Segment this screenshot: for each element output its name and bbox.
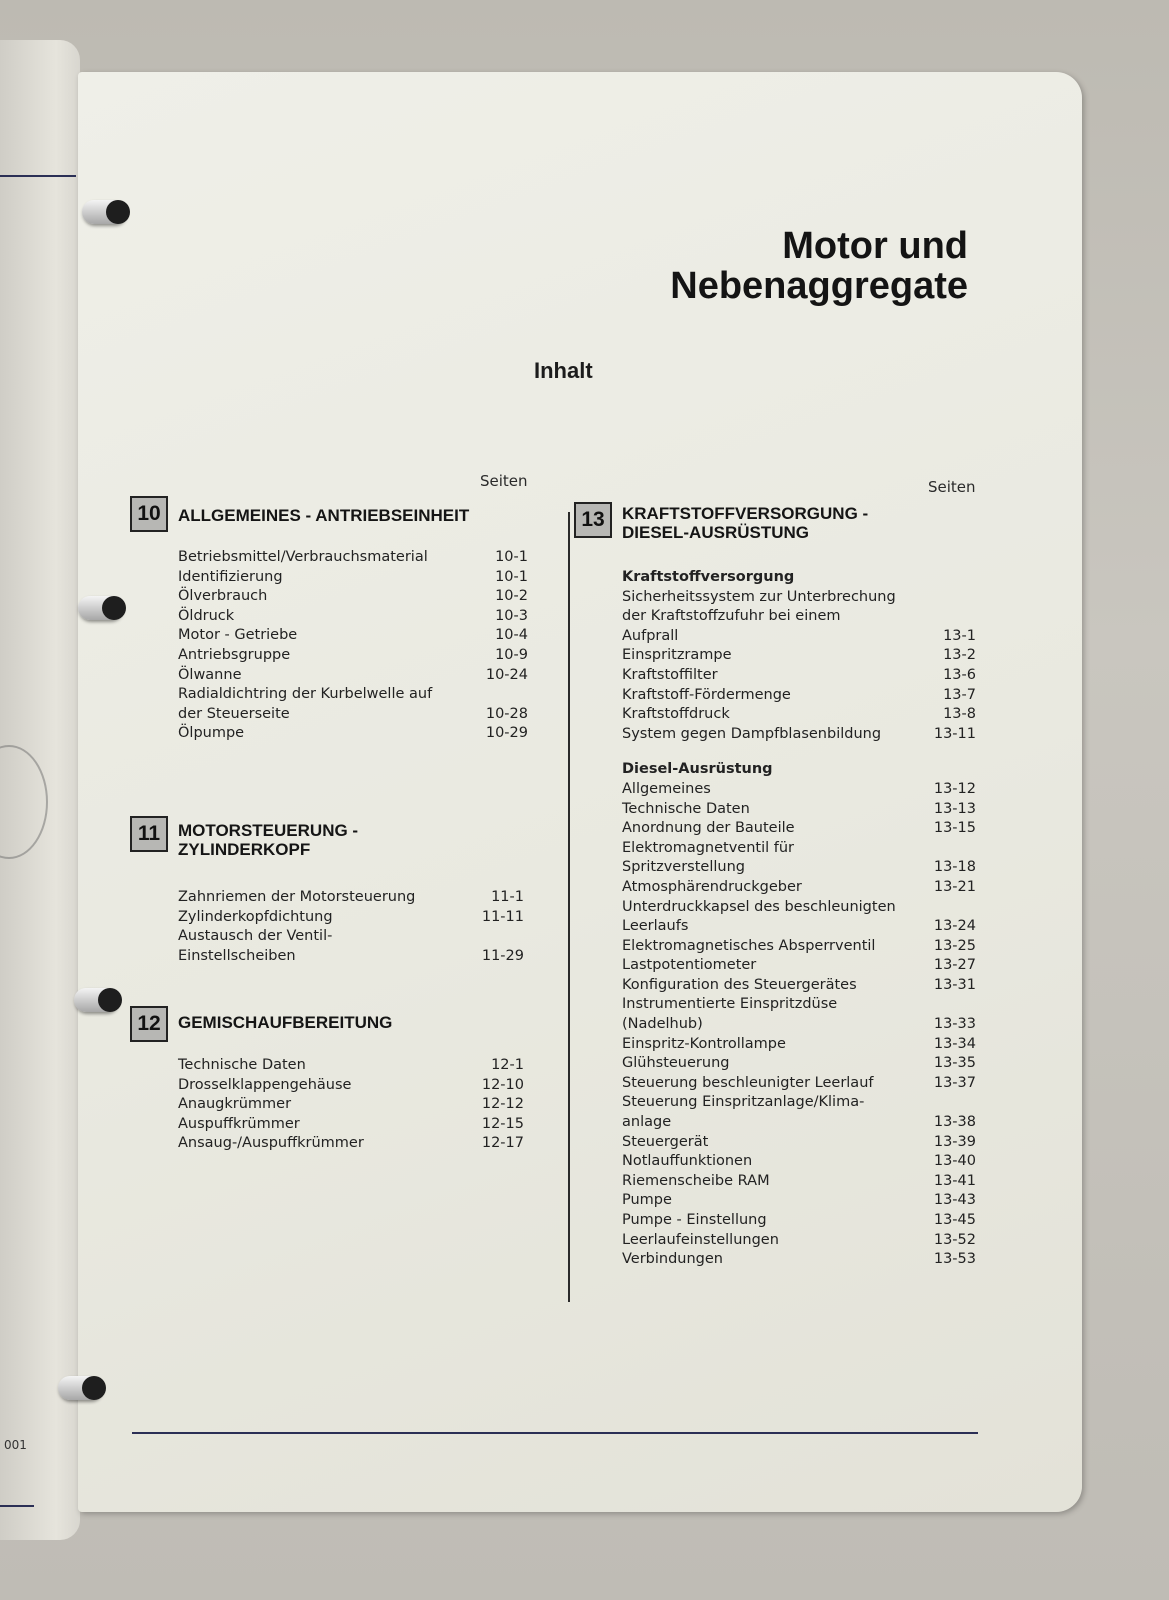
toc-entry (622, 780, 976, 800)
toc-entry (178, 724, 528, 744)
toc-entry (622, 705, 976, 725)
toc-entry-text: Anaugkrümmer (178, 1096, 292, 1113)
section-title: ALLGEMEINES - ANTRIEBSEINHEIT (178, 506, 470, 525)
toc-entry-page: 13-31 (933, 976, 976, 993)
toc-entry (622, 1113, 976, 1133)
section-number-box: 10 (130, 496, 168, 532)
binder-ring (58, 1376, 102, 1400)
toc-subheading (622, 568, 976, 588)
left-page-rule-bottom (0, 1505, 34, 1507)
section-entries (178, 548, 528, 744)
toc-entry (622, 1133, 976, 1153)
toc-entry-page: 11-29 (481, 947, 524, 964)
toc-entry-text: Ölpumpe (178, 725, 245, 742)
toc-entry-page: 13-6 (943, 666, 976, 683)
binder-ring (74, 988, 118, 1012)
toc-entry (178, 666, 528, 686)
toc-entry-page: 10-24 (485, 666, 528, 683)
toc-entry-text: Glühsteuerung (622, 1055, 730, 1072)
toc-entry (622, 976, 976, 996)
toc-entry-text: Anordnung der Bauteile (622, 820, 795, 837)
toc-entry-text: Einspritzrampe (622, 647, 732, 664)
toc-entry-text: Kraftstoffversorgung (622, 569, 795, 585)
toc-entry (622, 878, 976, 898)
toc-entry-text: Verbindungen (622, 1251, 723, 1268)
toc-entry-page: 10-4 (495, 627, 528, 644)
toc-entry (178, 947, 524, 967)
toc-entry-page: 13-41 (933, 1172, 976, 1189)
section-title-line1: MOTORSTEUERUNG - (178, 821, 359, 840)
toc-entry (178, 626, 528, 646)
page-title (670, 226, 968, 306)
toc-entry (622, 1172, 976, 1192)
toc-entry-page: 10-2 (495, 588, 528, 605)
toc-entry (622, 1231, 976, 1251)
toc-entry (178, 646, 528, 666)
left-page-edge (0, 40, 80, 1540)
column-divider (568, 512, 570, 1302)
toc-entry-page: 13-37 (933, 1074, 976, 1091)
toc-entry (622, 937, 976, 957)
toc-entry-text: System gegen Dampfblasenbildung (622, 725, 882, 742)
toc-entry-text: Ölwanne (178, 666, 242, 683)
section-entries (622, 568, 976, 1270)
toc-entry (178, 1134, 524, 1154)
toc-entry-text: Kraftstoffilter (622, 666, 718, 683)
toc-entry (622, 725, 976, 745)
toc-entry-page: 13-38 (933, 1114, 976, 1131)
toc-entry-page: 11-1 (491, 889, 524, 905)
toc-entry-page: 13-13 (933, 800, 976, 817)
column-header-right: Seiten (928, 478, 976, 496)
toc-entry-text: Riemenscheibe RAM (622, 1172, 770, 1189)
section-number-box: 12 (130, 1006, 168, 1042)
bottom-rule (132, 1432, 978, 1434)
binder-ring (82, 200, 126, 224)
toc-entry (178, 568, 528, 588)
section-title-line2: DIESEL-AUSRÜSTUNG (622, 523, 810, 542)
toc-entry-text: Einstellscheiben (178, 947, 296, 964)
toc-entry-page: 13-53 (933, 1251, 976, 1268)
toc-entry (178, 1115, 524, 1135)
toc-entry-page: 10-29 (485, 725, 528, 742)
toc-entry-page: 13-8 (943, 706, 976, 723)
manual-page (78, 72, 1082, 1512)
toc-entry (622, 1191, 976, 1211)
toc-entry-page: 13-35 (933, 1055, 976, 1072)
toc-entry-page: 13-18 (933, 859, 976, 876)
toc-entry-text: Aufprall (622, 627, 679, 644)
toc-entry-text: Zahnriemen der Motorsteuerung (178, 889, 416, 905)
toc-entry-page: 13-11 (933, 725, 976, 742)
toc-entry-text: Spritzverstellung (622, 859, 745, 876)
section-number-box: 13 (574, 502, 612, 538)
toc-entry-page: 13-39 (933, 1133, 976, 1150)
toc-entry-page: 13-43 (933, 1192, 976, 1209)
toc-entry-text: Ansaug-/Auspuffkrümmer (178, 1135, 364, 1152)
toc-entry (622, 666, 976, 686)
toc-entry (178, 927, 524, 947)
toc-entry-text: Technische Daten (178, 1057, 306, 1073)
toc-entry-text: Kraftstoff-Fördermenge (622, 686, 791, 703)
toc-entry-text: Pumpe (622, 1192, 672, 1209)
toc-entry-text: Elektromagnetventil für (622, 839, 795, 856)
section-title (178, 821, 538, 859)
toc-entry-text: Steuerung Einspritzanlage/Klima- (622, 1094, 865, 1111)
toc-entry-page: 13-7 (943, 686, 976, 703)
toc-entry-page: 13-1 (943, 627, 976, 644)
toc-entry (622, 898, 976, 918)
toc-entry (622, 858, 976, 878)
toc-entry-page: 10-28 (485, 705, 528, 722)
toc-entry (622, 995, 976, 1015)
section-entries (178, 1056, 524, 1154)
toc-entry (622, 819, 976, 839)
toc-entry-text: Drosselklappengehäuse (178, 1076, 352, 1093)
page-title-line1: Motor und (782, 225, 968, 267)
toc-entry-page: 13-15 (933, 820, 976, 837)
section-title-line2: ZYLINDERKOPF (178, 840, 311, 859)
toc-entry-text: anlage (622, 1114, 672, 1131)
toc-entry (622, 607, 976, 627)
toc-entry-text: Identifizierung (178, 568, 283, 585)
toc-entry-text: der Kraftstoffzufuhr bei einem (622, 608, 841, 625)
toc-entry-text: Pumpe - Einstellung (622, 1212, 767, 1228)
toc-entry-text: Öldruck (178, 607, 235, 624)
toc-entry-page: 12-15 (481, 1115, 524, 1132)
binder-ring (78, 596, 122, 620)
toc-entry (622, 1211, 976, 1231)
toc-entry-page: 13-24 (933, 918, 976, 935)
toc-entry (178, 908, 524, 928)
toc-entry-text: Einspritz-Kontrollampe (622, 1035, 786, 1052)
toc-entry-text: Lastpotentiometer (622, 957, 757, 974)
toc-subheading (622, 760, 976, 780)
toc-entry-text: Steuerung beschleunigter Leerlauf (622, 1074, 874, 1091)
toc-entry (622, 1250, 976, 1270)
toc-entry-text: Motor - Getriebe (178, 627, 298, 644)
toc-entry-text: Unterdruckkapsel des beschleunigten (622, 898, 896, 915)
toc-entry (622, 1035, 976, 1055)
section-number-box: 11 (130, 816, 168, 852)
toc-entry (622, 839, 976, 859)
toc-entry-page: 12-12 (481, 1096, 524, 1113)
toc-entry-page: 13-2 (943, 647, 976, 664)
toc-entry-text: Sicherheitssystem zur Unterbrechung (622, 588, 896, 605)
left-page-number: 001 (4, 1438, 27, 1452)
toc-entry-page: 12-17 (481, 1135, 524, 1152)
toc-entry (622, 646, 976, 666)
toc-entry-text: (Nadelhub) (622, 1016, 703, 1033)
left-page-rule-top (0, 175, 76, 177)
toc-entry-page: 13-25 (933, 937, 976, 954)
section-title-line1: KRAFTSTOFFVERSORGUNG - (622, 504, 869, 523)
toc-entry-text: Instrumentierte Einspritzdüse (622, 996, 838, 1013)
toc-entry-page: 13-52 (933, 1231, 976, 1248)
toc-entry (622, 588, 976, 608)
toc-entry (622, 1074, 976, 1094)
toc-entry (622, 1093, 976, 1113)
toc-entry-page: 10-1 (495, 549, 528, 565)
toc-entry-page: 13-12 (933, 780, 976, 797)
toc-entry-page: 13-40 (933, 1153, 976, 1170)
toc-entry-text: Auspuffkrümmer (178, 1115, 300, 1132)
toc-entry-text: Steuergerät (622, 1133, 709, 1150)
toc-entry-text: Technische Daten (622, 800, 750, 817)
toc-entry (622, 1054, 976, 1074)
toc-entry (622, 956, 976, 976)
toc-entry (178, 587, 528, 607)
toc-entry-text: Atmosphärendruckgeber (622, 878, 802, 895)
toc-entry-page: 11-11 (481, 908, 524, 925)
toc-entry (622, 917, 976, 937)
toc-entry-text: der Steuerseite (178, 705, 290, 722)
toc-entry-page: 10-9 (495, 646, 528, 663)
toc-entry-text: Zylinderkopfdichtung (178, 908, 333, 925)
page-subtitle: Inhalt (534, 358, 593, 383)
toc-entry-text: Kraftstoffdruck (622, 706, 730, 723)
toc-entry-page: 13-33 (933, 1016, 976, 1033)
toc-entry (178, 685, 528, 705)
toc-entry-page: 12-10 (481, 1076, 524, 1093)
toc-entry-page: 13-45 (933, 1212, 976, 1228)
toc-entry-text: Antriebsgruppe (178, 646, 291, 663)
toc-entry (178, 1076, 524, 1096)
toc-entry (622, 686, 976, 706)
toc-entry (622, 1015, 976, 1035)
toc-entry-page: 10-1 (495, 568, 528, 585)
toc-entry-text: Betriebsmittel/Verbrauchsmaterial (178, 549, 428, 565)
toc-entry (178, 888, 524, 908)
toc-entry-text: Leerlaufeinstellungen (622, 1231, 779, 1248)
toc-entry-text: Allgemeines (622, 780, 711, 797)
toc-entry-page: 13-21 (933, 878, 976, 895)
section-entries (178, 888, 524, 966)
section-title (622, 504, 982, 542)
page-title-line2: Nebenaggregate (670, 265, 968, 307)
toc-entry-text: Elektromagnetisches Absperrventil (622, 937, 876, 954)
toc-entry (178, 548, 528, 568)
toc-entry (178, 1056, 524, 1076)
toc-entry-page: 13-27 (933, 957, 976, 974)
toc-entry-text: Radialdichtring der Kurbelwelle auf (178, 686, 433, 703)
toc-entry (178, 705, 528, 725)
toc-entry-text: Notlauffunktionen (622, 1153, 753, 1170)
toc-entry-text: Austausch der Ventil- (178, 928, 333, 945)
toc-entry-text: Leerlaufs (622, 918, 689, 935)
toc-entry (622, 1152, 976, 1172)
toc-entry (178, 1095, 524, 1115)
toc-entry (622, 627, 976, 647)
toc-entry-page: 10-3 (495, 607, 528, 624)
column-header-left: Seiten (480, 472, 528, 490)
toc-entry-page: 13-34 (933, 1035, 976, 1052)
toc-entry (178, 607, 528, 627)
toc-entry (622, 744, 976, 760)
toc-entry-page: 12-1 (491, 1057, 524, 1073)
left-page-wheel-drawing (0, 745, 48, 859)
toc-entry-text: Ölverbrauch (178, 588, 268, 605)
toc-entry-text: Diesel-Ausrüstung (622, 761, 773, 778)
section-title: GEMISCHAUFBEREITUNG (178, 1013, 393, 1032)
toc-entry-text: Konfiguration des Steuergerätes (622, 976, 857, 993)
toc-entry (622, 800, 976, 820)
